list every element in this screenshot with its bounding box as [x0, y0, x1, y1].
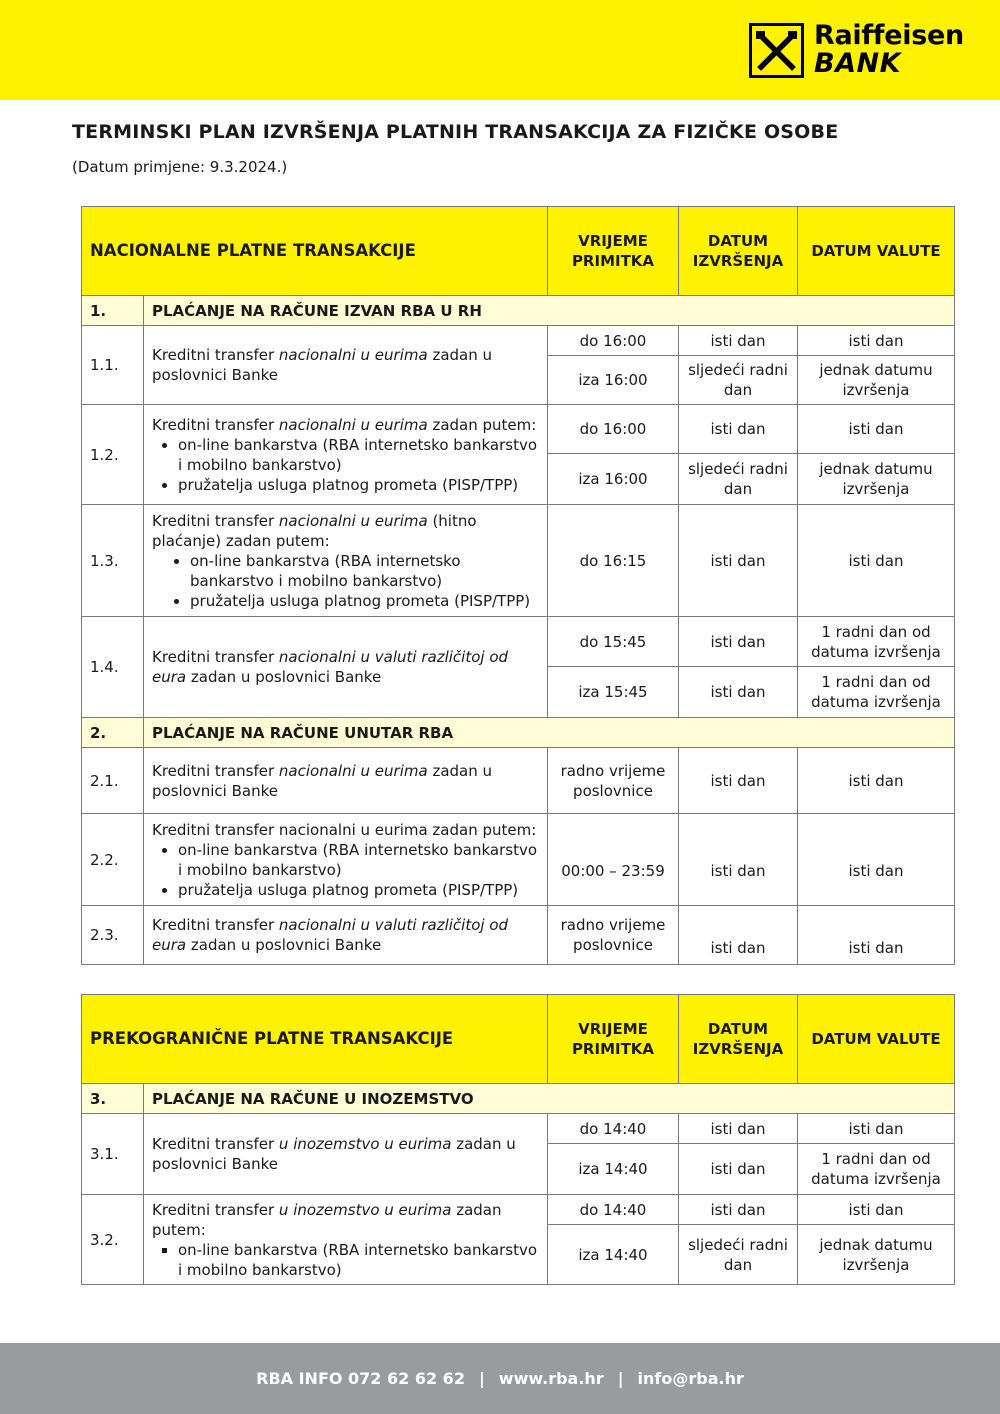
col-header-value-date: DATUM VALUTE	[798, 207, 955, 296]
exec-date-cell: isti dan	[679, 667, 798, 718]
group-label: PLAĆANJE NA RAČUNE U INOZEMSTVO	[144, 1084, 955, 1114]
row-number: 2.3.	[82, 906, 144, 965]
value-date-cell: isti dan	[798, 1114, 955, 1144]
exec-date-cell: isti dan	[679, 617, 798, 667]
table-row	[82, 1114, 955, 1144]
table-header-row	[82, 207, 955, 296]
list-item: • on-line bankarstva (RBA internetsko bankarstvo i mobilno bankarstvo)	[178, 840, 539, 880]
desc-text: Kreditni transfer	[152, 916, 279, 934]
exec-date-cell: isti dan	[679, 906, 798, 965]
row-number: 1.3.	[82, 505, 144, 617]
row-description	[144, 1195, 548, 1285]
row-description	[144, 326, 548, 405]
col-header-time: VRIJEME PRIMITKA	[548, 995, 679, 1084]
value-date-cell: isti dan	[798, 748, 955, 814]
desc-text: Kreditni transfer	[152, 346, 279, 364]
table-row	[82, 405, 955, 454]
row-description	[144, 906, 548, 965]
list-item: • pružatelja usluga platnog prometa (PISP/TPP)	[190, 591, 539, 611]
row-description	[144, 505, 548, 617]
table-row	[82, 814, 955, 906]
desc-text: zadan u poslovnici Banke	[186, 936, 382, 954]
channel-list	[152, 435, 539, 495]
logo-line1: Raiffeisen	[814, 20, 964, 51]
time-cell: radno vrijeme poslovnice	[548, 906, 679, 965]
list-item: • pružatelja usluga platnog prometa (PISP/TPP)	[178, 475, 539, 495]
value-date-cell: isti dan	[798, 405, 955, 454]
value-date-cell: jednak datumu izvršenja	[798, 1225, 955, 1285]
time-cell: 00:00 – 23:59	[548, 814, 679, 906]
desc-text: zadan u poslovnici Banke	[152, 346, 493, 384]
time-cell: iza 16:00	[548, 454, 679, 505]
desc-italic: nacionalni u eurima	[278, 415, 428, 434]
document-title: TERMINSKI PLAN IZVRŠENJA PLATNIH TRANSAKCIJA ZA FIZIČKE OSOBE	[72, 121, 839, 143]
exec-date-cell: isti dan	[679, 1144, 798, 1195]
table-row	[82, 326, 955, 356]
national-transactions-table	[81, 206, 955, 965]
col-header-exec-date: DATUM IZVRŠENJA	[679, 995, 798, 1084]
time-cell: do 16:15	[548, 505, 679, 617]
channel-list	[152, 1240, 539, 1280]
exec-date-cell: isti dan	[679, 748, 798, 814]
table-header-row	[82, 995, 955, 1084]
value-date-cell: 1 radni dan od datuma izvršenja	[798, 1144, 955, 1195]
col-header-time: VRIJEME PRIMITKA	[548, 207, 679, 296]
desc-text: Kreditni transfer	[152, 511, 279, 530]
value-date-cell: jednak datumu izvršenja	[798, 454, 955, 505]
desc-text: Kreditni transfer	[152, 1135, 279, 1153]
value-date-cell: jednak datumu izvršenja	[798, 356, 955, 405]
value-date-cell: isti dan	[798, 814, 955, 906]
footer-email-link[interactable]: info@rba.hr	[637, 1369, 744, 1388]
exec-date-cell: isti dan	[679, 1114, 798, 1144]
table-row	[82, 748, 955, 814]
raiffeisen-logo	[749, 21, 964, 79]
desc-text: Kreditni transfer	[152, 648, 279, 666]
row-description	[144, 1114, 548, 1195]
channel-list	[152, 840, 539, 900]
row-number: 1.2.	[82, 405, 144, 505]
list-item: • on-line bankarstva (RBA internetsko bankarstvo i mobilno bankarstvo)	[190, 551, 539, 591]
value-date-cell: 1 radni dan od datuma izvršenja	[798, 617, 955, 667]
exec-date-cell: sljedeći radni dan	[679, 1225, 798, 1285]
col-header-value-date: DATUM VALUTE	[798, 995, 955, 1084]
section-title: PREKOGRANIČNE PLATNE TRANSAKCIJE	[82, 995, 548, 1084]
desc-text: zadan putem:	[152, 1200, 502, 1239]
gable-cross-svg	[752, 26, 801, 75]
table-row	[82, 505, 955, 617]
group-row	[82, 718, 955, 748]
footer-bar	[0, 1343, 1000, 1414]
desc-italic: nacionalni u eurima	[278, 511, 428, 530]
exec-date-cell: isti dan	[679, 814, 798, 906]
cross-border-transactions-table	[81, 994, 955, 1285]
group-number: 1.	[82, 296, 144, 326]
desc-text: (hitno plaćanje) zadan putem:	[152, 511, 477, 550]
time-cell: iza 15:45	[548, 667, 679, 718]
exec-date-cell: isti dan	[679, 326, 798, 356]
time-cell: do 16:00	[548, 326, 679, 356]
desc-italic: u inozemstvo u eurima	[278, 1200, 452, 1219]
value-date-cell: 1 radni dan od datuma izvršenja	[798, 667, 955, 718]
time-cell: iza 16:00	[548, 356, 679, 405]
logo-line2: BANK	[814, 48, 901, 79]
desc-italic: nacionalni u eurima	[278, 346, 428, 364]
header-bar	[0, 0, 1000, 100]
col-header-exec-date: DATUM IZVRŠENJA	[679, 207, 798, 296]
footer-separator: |	[617, 1369, 624, 1388]
desc-text: zadan u poslovnici Banke	[186, 668, 382, 686]
time-cell: do 16:00	[548, 405, 679, 454]
row-number: 2.2.	[82, 814, 144, 906]
table-row	[82, 906, 955, 965]
desc-italic: nacionalni u eurima	[278, 761, 428, 780]
desc-text: zadan u poslovnici Banke	[152, 1135, 516, 1173]
value-date-cell: isti dan	[798, 326, 955, 356]
row-description	[144, 814, 548, 906]
table-row	[82, 1195, 955, 1225]
group-row	[82, 1084, 955, 1114]
section-title: NACIONALNE PLATNE TRANSAKCIJE	[82, 207, 548, 296]
desc-italic: u inozemstvo u eurima	[278, 1135, 452, 1153]
desc-text: Kreditni transfer	[152, 761, 279, 780]
group-label: PLAĆANJE NA RAČUNE IZVAN RBA U RH	[144, 296, 955, 326]
desc-text: Kreditni transfer	[152, 415, 279, 434]
group-number: 3.	[82, 1084, 144, 1114]
list-item: • on-line bankarstva (RBA internetsko bankarstvo i mobilno bankarstvo)	[178, 435, 539, 475]
channel-list	[152, 551, 539, 611]
footer-separator: |	[478, 1369, 485, 1388]
desc-text: Kreditni transfer nacionalni u eurima zadan putem:	[152, 820, 537, 839]
desc-text: zadan u poslovnici Banke	[152, 761, 493, 800]
group-number: 2.	[82, 718, 144, 748]
exec-date-cell: isti dan	[679, 405, 798, 454]
time-cell: do 14:40	[548, 1114, 679, 1144]
document-subtitle: (Datum primjene: 9.3.2024.)	[72, 158, 288, 176]
time-cell: radno vrijeme poslovnice	[548, 748, 679, 814]
desc-text: Kreditni transfer	[152, 1200, 279, 1219]
list-item: ▪ on-line bankarstva (RBA internetsko bankarstvo i mobilno bankarstvo)	[178, 1240, 539, 1280]
exec-date-cell: isti dan	[679, 1195, 798, 1225]
exec-date-cell: sljedeći radni dan	[679, 454, 798, 505]
desc-italic: nacionalni u valuti različitoj od eura	[152, 648, 509, 686]
exec-date-cell: isti dan	[679, 505, 798, 617]
table-row	[82, 617, 955, 667]
value-date-cell: isti dan	[798, 1195, 955, 1225]
desc-italic: nacionalni u valuti različitoj od eura	[152, 916, 509, 954]
list-item: • pružatelja usluga platnog prometa (PISP/TPP)	[178, 880, 539, 900]
desc-text: zadan putem:	[427, 415, 537, 434]
row-number: 3.1.	[82, 1114, 144, 1195]
footer-phone: RBA INFO 072 62 62 62	[256, 1369, 465, 1388]
value-date-cell: isti dan	[798, 505, 955, 617]
row-number: 3.2.	[82, 1195, 144, 1285]
logo-wordmark	[814, 22, 964, 78]
group-row	[82, 296, 955, 326]
row-description	[144, 617, 548, 718]
row-number: 1.4.	[82, 617, 144, 718]
row-number: 2.1.	[82, 748, 144, 814]
exec-date-cell: sljedeći radni dan	[679, 356, 798, 405]
time-cell: do 14:40	[548, 1195, 679, 1225]
raiffeisen-gable-cross-icon	[749, 23, 804, 78]
row-number: 1.1.	[82, 326, 144, 405]
row-description	[144, 748, 548, 814]
value-date-cell: isti dan	[798, 906, 955, 965]
time-cell: do 15:45	[548, 617, 679, 667]
row-description	[144, 405, 548, 505]
time-cell: iza 14:40	[548, 1144, 679, 1195]
footer-website-link[interactable]: www.rba.hr	[498, 1369, 604, 1388]
group-label: PLAĆANJE NA RAČUNE UNUTAR RBA	[144, 718, 955, 748]
time-cell: iza 14:40	[548, 1225, 679, 1285]
